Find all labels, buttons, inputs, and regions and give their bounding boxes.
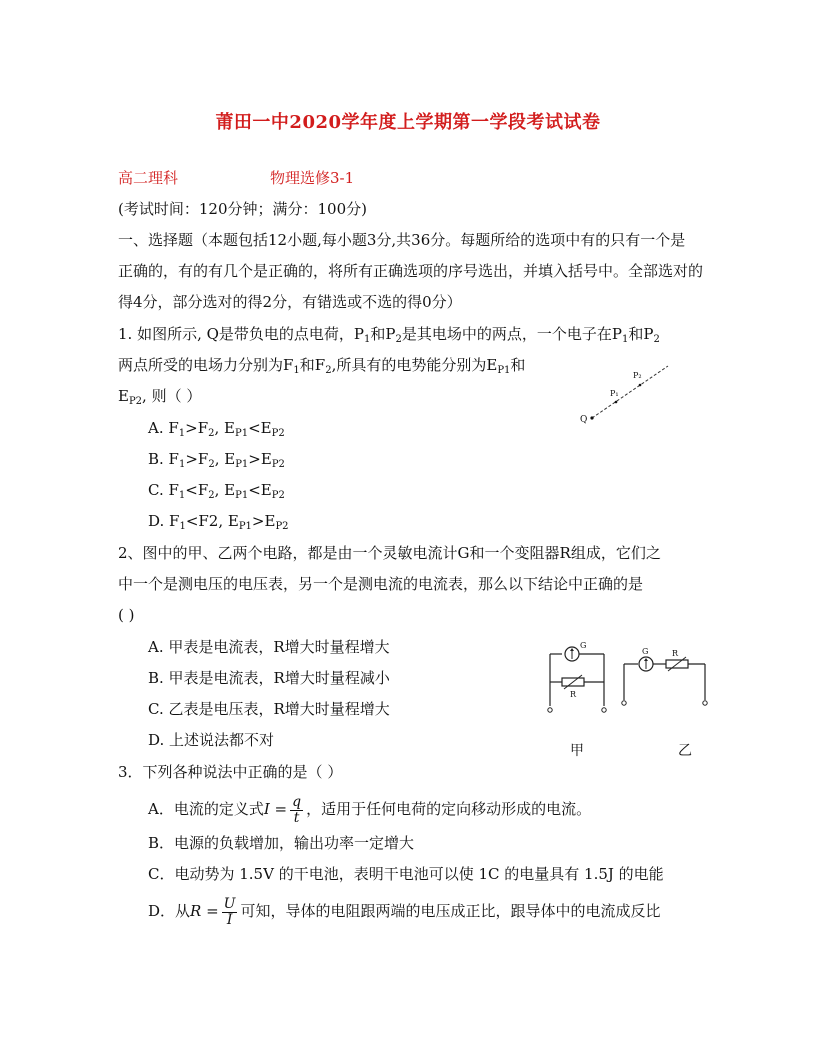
q1-field-figure [570,358,680,428]
jia-r-label: R [570,690,577,699]
q3-a-suffix: ，适用于任何电荷的定向移动形成的电流。 [306,800,592,818]
q1-option-a: A. $F_1>F_2$, $E_{P1}<E_{P2}$ [148,419,285,439]
q3-a-numerator: q [292,793,302,810]
jia-label: 甲 [570,743,584,759]
q3-d-prefix: D．从 [148,902,191,920]
q2-option-d: D. 上述说法都不对 [148,731,275,749]
q2-stem-line2: 中一个是测电压的电压表，另一个是测电流的电流表，那么以下结论中正确的是 [118,575,644,593]
grade-label: 高二理科 [118,169,179,187]
q3-a-prefix: A．电流的定义式 [148,800,264,818]
section1-line3: 得4分，部分选对的得2分，有错选或不选的得0分） [118,293,462,311]
q1-stem-line2: 两点所受的电场力分别为$F_1$和$F_2$,所具有的电势能分别为$E_{P1}$和 [118,356,526,376]
q3-stem: 3．下列各种说法中正确的是（ ） [118,763,343,781]
yi-g-label: G [642,647,649,656]
q3-option-a [148,794,591,826]
jia-g-label: G [580,641,587,650]
section1-line2: 正确的，有的有几个是正确的，将所有正确选项的序号选出，并填入括号中。全部选对的 [118,262,704,280]
p2-label: P₂ [633,371,642,380]
q2-stem-line1: 2、图中的甲、乙两个电路，都是由一个灵敏电流计G和一个变阻器R组成，它们之 [118,544,661,562]
q2-option-a: A. 甲表是电流表，R增大时量程增大 [148,638,390,656]
p1-dot [615,401,618,404]
q-charge-dot [590,416,593,419]
q2-option-c: C. 乙表是电压表，R增大时量程增大 [148,700,390,718]
q3-option-c: C．电动势为 1.5V 的干电池，表明干电池可以使 1C 的电量具有 1.5J 的电能 [148,865,664,883]
q2-option-b: B. 甲表是电流表，R增大时量程减小 [148,669,390,687]
q3-d-numerator: U [223,895,236,912]
q3-d-fraction [222,897,238,928]
q3-option-b: B．电源的负载增加，输出功率一定增大 [148,834,415,852]
exam-title: 莆田一中2020学年度上学期第一学段考试试卷 [215,112,601,133]
subject-label: 物理选修3-1 [270,169,355,187]
q3-option-d [148,896,661,928]
exam-info: (考试时间：120分钟；满分：100分) [118,200,367,218]
q3-a-formula-lhs: I = [263,800,288,818]
q1-option-c: C. $F_1<F_2$, $E_{P1}<E_{P2}$ [148,481,285,501]
q1-option-b: B. $F_1>F_2$, $E_{P1}>E_{P2}$ [148,450,285,470]
q2-stem-line3: ( ) [118,606,135,624]
q1-stem-line3: $E_{P2}$, 则（ ） [118,387,202,407]
q3-a-denominator: t [293,809,300,826]
section1-line1: 一、选择题（本题包括12小题,每小题3分,共36分。每题所给的选项中有的只有一个是 [118,231,686,249]
jia-circuit [548,641,606,759]
yi-r-label: R [672,649,679,658]
q3-a-fraction [290,795,303,826]
q1-stem-line1: 1. 如图所示, Q是带负电的点电荷，$P_1$和$P_2$是其电场中的两点，一个电子在$P_1$和$P_2$ [118,325,660,345]
yi-label: 乙 [678,743,692,759]
q-label: Q [580,415,588,425]
yi-circuit [622,647,707,759]
q1-option-d: D. $F_1<F2$, $E_{P1}>E_{P2}$ [148,512,289,532]
q3-d-denominator: I [226,911,233,928]
p1-label: P₁ [610,389,619,398]
q3-d-formula-lhs: R = [190,902,219,920]
q2-circuit-figure [540,636,720,766]
p2-dot [639,384,642,387]
q3-d-suffix: 可知，导体的电阻跟两端的电压成正比，跟导体中的电流成反比 [240,902,661,920]
